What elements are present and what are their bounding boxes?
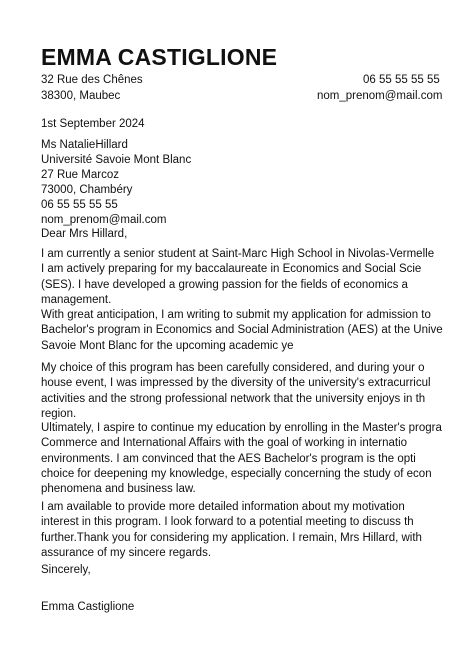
paragraph-line: Ultimately, I aspire to continue my education by enrolling in the Master's progra xyxy=(41,422,442,434)
paragraph-line: interest in this program. I look forward to a potential meeting to discuss th xyxy=(41,516,414,529)
paragraph-4 xyxy=(41,500,474,561)
closing: Sincerely, xyxy=(41,564,91,576)
letter-date: 1st September 2024 xyxy=(41,118,145,130)
paragraph-line: assurance of my sincere regards. xyxy=(41,546,212,559)
paragraph-line: I am actively preparing for my baccalaureate in Economics and Social Scie xyxy=(41,263,422,276)
sender-address-line2: 38300, Maubec xyxy=(41,90,121,102)
paragraph-line: I am currently a senior student at Saint-Marc High School in Nivolas-Vermelle xyxy=(41,248,435,260)
paragraph-line: With great anticipation, I am writing to submit my application for admission to xyxy=(41,309,431,322)
paragraph-line: region. xyxy=(41,407,77,420)
recipient-name: Ms NatalieHillard xyxy=(41,139,128,151)
paragraph-2 xyxy=(41,361,474,422)
sender-name: EMMA CASTIGLIONE xyxy=(41,44,278,70)
recipient-city: 73000, Chambéry xyxy=(41,184,133,196)
paragraph-line: phenomena and business law. xyxy=(41,483,196,496)
paragraph-line: environments. I am convinced that the AES Bachelor's program is the opti xyxy=(41,452,416,465)
recipient-email: nom_prenom@mail.com xyxy=(41,214,167,226)
paragraph-line: I am available to provide more detailed information about my motivation xyxy=(41,501,405,513)
paragraph-line: house event, I was impressed by the diversity of the university's extracurricul xyxy=(41,377,431,390)
paragraph-1 xyxy=(41,247,474,354)
paragraph-3 xyxy=(41,421,474,497)
paragraph-line: Commerce and International Affairs with the goal of working in internatio xyxy=(41,437,408,450)
sender-email: nom_prenom@mail.com xyxy=(317,90,443,102)
sender-address-line1: 32 Rue des Chênes xyxy=(41,74,143,86)
paragraph-line: My choice of this program has been carefully considered, and during your o xyxy=(41,362,425,374)
salutation: Dear Mrs Hillard, xyxy=(41,228,128,240)
paragraph-line: further.Thank you for considering my application. I remain, Mrs Hillard, with xyxy=(41,531,422,544)
recipient-phone: 06 55 55 55 55 xyxy=(41,199,118,211)
paragraph-line: Bachelor's program in Economics and Social Administration (AES) at the Unive xyxy=(41,324,443,337)
paragraph-line: Savoie Mont Blanc for the upcoming academic ye xyxy=(41,339,294,352)
paragraph-line: (SES). I have developed a growing passion for the fields of economics a xyxy=(41,278,408,291)
signature: Emma Castiglione xyxy=(41,601,135,613)
paragraph-line: choice for deepening my knowledge, especially concerning the study of econ xyxy=(41,467,432,480)
paragraph-line: management. xyxy=(41,293,112,306)
paragraph-line: activities and the strong professional network that the university enjoys in th xyxy=(41,392,426,405)
sender-phone: 06 55 55 55 55 xyxy=(363,74,440,86)
recipient-institution: Université Savoie Mont Blanc xyxy=(41,154,192,166)
recipient-street: 27 Rue Marcoz xyxy=(41,169,119,181)
